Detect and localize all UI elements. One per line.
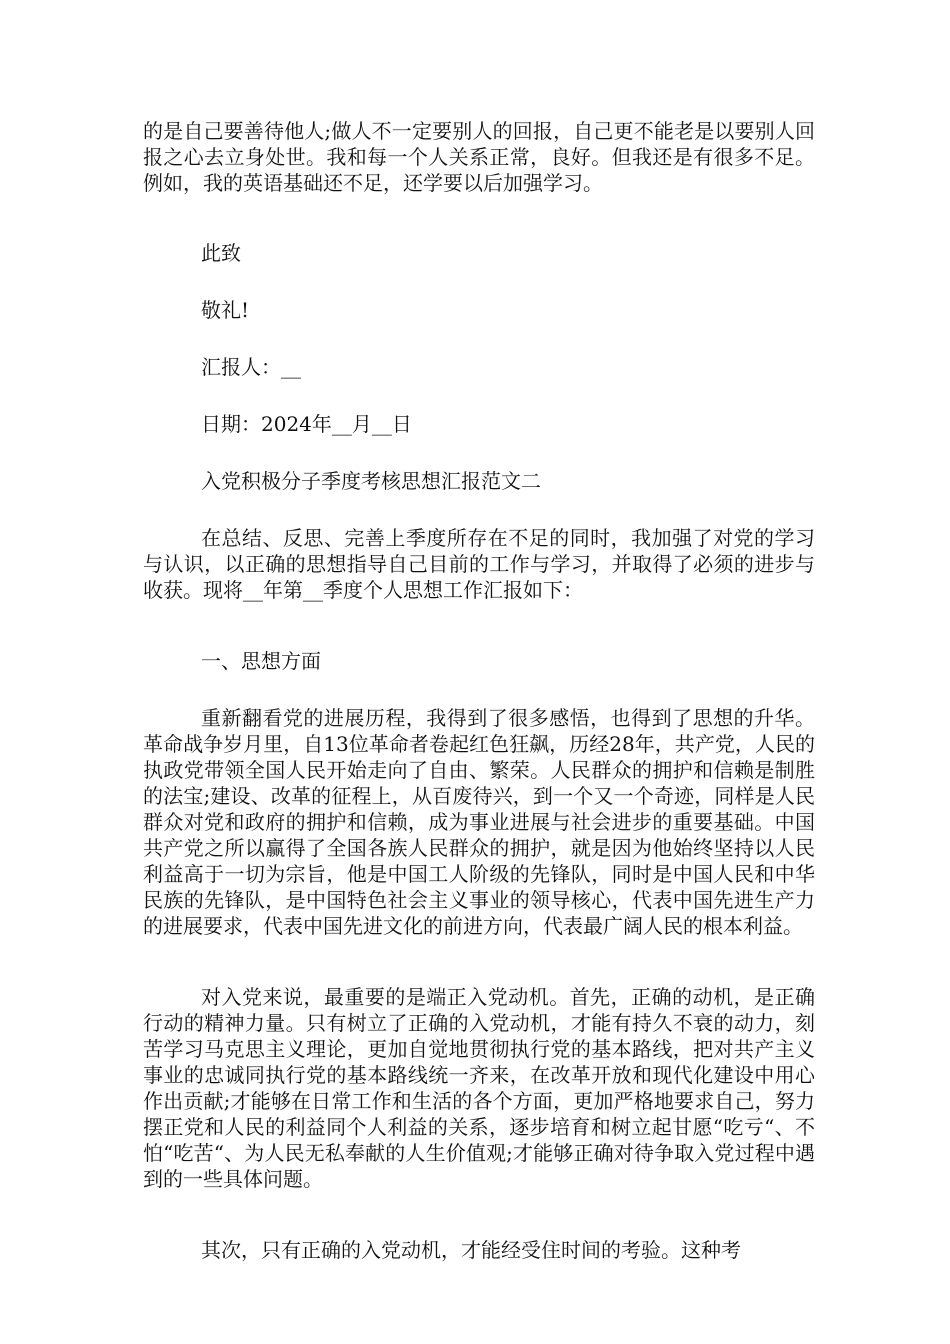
reporter-line: 汇报人：__ — [201, 355, 301, 379]
closing-regards: 敬礼! — [201, 298, 250, 322]
paragraph-secondly: 其次，只有正确的入党动机，才能经受住时间的考验。这种考 — [201, 1238, 741, 1262]
document-body — [143, 118, 815, 1263]
closing-salutation: 此致 — [201, 241, 241, 265]
date-line: 日期：2024年__月__日 — [201, 412, 412, 436]
section-title: 入党积极分子季度考核思想汇报范文二 — [201, 469, 541, 493]
section-heading-thought: 一、思想方面 — [201, 649, 321, 673]
paragraph-intro: 在总结、反思、完善上季度所存在不足的同时，我加强了对党的学习与认识，以正确的思想指导自己目前的工作与学习，并取得了必须的进步与收获。现将__年第__季度个人思想工作汇报如下： — [143, 526, 815, 602]
paragraph-history: 重新翻看党的进展历程，我得到了很多感悟，也得到了思想的升华。革命战争岁月里，自13位革命者卷起红色狂飙，历经28年，共产党，人民的执政党带领全国人民开始走向了自由、繁荣。人民群众的拥护和信赖是制胜的法宝;建设、改革的征程上，从百废待兴，到一个又一个奇迹，同样是人民群众对党和政府的拥护和信赖，成为事业进展与社会进步的重要基础。中国共产党之所以赢得了全国各族人民群众的拥护，就是因为他始终坚持以人民利益高于一切为宗旨，他是中国工人阶级的先锋队，同时是中国人民和中华民族的先锋队，是中国特色社会主义事业的领导核心，代表中国先进生产力的进展要求，代表中国先进文化的前进方向，代表最广阔人民的根本利益。 — [143, 706, 815, 938]
paragraph-continued: 的是自己要善待他人;做人不一定要别人的回报，自己更不能老是以要别人回报之心去立身处世。我和每一个人关系正常，良好。但我还是有很多不足。例如，我的英语基础还不足，还学要以后加强学习。 — [143, 119, 815, 195]
paragraph-motivation: 对入党来说，最重要的是端正入党动机。首先，正确的动机，是正确行动的精神力量。只有树立了正确的入党动机，才能有持久不衰的动力，刻苦学习马克思主义理论，更加自觉地贯彻执行党的基本路线，把对共产主义事业的忠诚同执行党的基本路线统一齐来，在改革开放和现代化建设中用心作出贡献;才能够在日常工作和生活的各个方面，更加严格地要求自己，努力摆正党和人民的利益同个人利益的关系，逐步培育和树立起甘愿“吃亏“、不怕“吃苦“、为人民无私奉献的人生价值观;才能够正确对待争取入党过程中遇到的一些具体问题。 — [143, 985, 815, 1191]
